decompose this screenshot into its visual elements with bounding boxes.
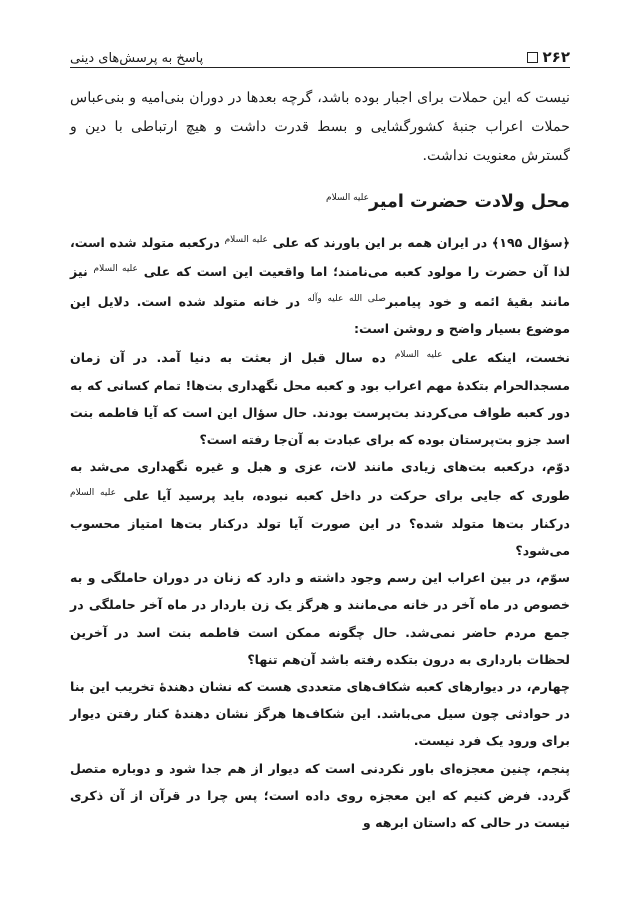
question-paragraph [70,227,570,342]
question-text-part2: درکعبه متولد شده است، لذا آن حضرت را مولود کعبه می‌نامند؛ اما واقعیت این است که علی [70,235,571,280]
argument-first-a: نخست، اینکه علی [451,350,570,366]
question-text-part3: نیز مانند بقیهٔ ائمه و خود پیامبر [70,264,570,309]
question-honorific-prophet: صلى الله عليه وآله [307,293,386,304]
question-text-part1: در ایران همه بر این باورند که علی [272,235,488,251]
question-label: سؤال ۱۹۵ [499,235,563,251]
square-bullet-icon [527,52,538,63]
argument-second-honorific: عليه السلام [70,488,116,499]
argument-second [70,453,570,564]
book-page [70,0,570,899]
section-title: محل ولادت حضرت امیر [368,191,570,212]
book-title: پاسخ به پرسش‌های دینی [70,51,204,66]
page-number-block [527,48,570,66]
argument-fourth: چهارم، در دیوارهای کعبه شکاف‌های متعددی هست که نشان دهندهٔ تخریب این بنا در حوادثی چون سیل می‌باشد. این شکاف‌ها هرگز نشان دهندهٔ کنار رفتن دیوار برای ورود یک فرد نیست. [70,679,570,749]
section-title-honorific: عليه السلام [326,193,369,203]
argument-first [70,342,570,453]
question-text-part4: در خانه متولد شده است. دلایل این موضوع بسیار واضح و روشن است: [70,293,570,336]
question-honorific-1: عليه السلام [224,234,268,245]
argument-third: سوّم، در بین اعراب این رسم وجود داشته و دارد که زنان در دوران حاملگی و به خصوص در ماه آخر در خانه می‌مانند و هرگز یک زن باردار در ماه آخر حاملگی در جمع مردم حاضر نمی‌شد. حال چگونه ممکن است فاطمه بنت اسد در آخرین لحظات بارداری به درون بتکده رفته باشد آن‌هم تنها؟ [70,570,570,667]
page-body [70,84,570,836]
argument-first-honorific: عليه السلام [394,350,443,361]
question-close-bracket: ﴾ [491,235,500,251]
question-honorific-2: عليه السلام [93,264,138,275]
question-open-bracket: ﴿ [562,235,571,251]
section-heading [70,183,570,217]
page-number: ۲۶۲ [542,48,570,66]
argument-second-b: درکنار بت‌ها متولد شده؟ در این صورت آیا تولد درکنار بت‌ها امتیاز محسوب می‌شود؟ [70,515,570,558]
argument-second-a: دوّم، درکعبه بت‌های زیادی مانند لات، عزی و هبل و غیره نگهداری می‌شد به طوری که جایی برای حرکت در داخل کعبه نبوده، باید پرسید آیا علی [70,459,570,504]
header-rule [70,67,570,68]
argument-fifth: پنجم، چنین معجزه‌ای باور نکردنی است که دیوار از هم جدا شود و دوباره متصل گردد. فرض کنیم که این معجزه روی داده است؛ پس چرا در قرآن از آن ذکری نیست در حالی که داستان ابرهه و [70,760,570,831]
running-header [70,40,570,66]
argument-first-b: ده سال قبل از بعثت به دنیا آمد. در آن زمان مسجدالحرام بتکدهٔ مهم اعراب بود و کعبه محل نگهداری بت‌ها! تمام کسانی که به دور کعبه طواف می‌کردند بت‌پرست بودند. حال سؤال این است که آیا فاطمه بنت اسد جزو بت‌پرستان بوده که برای عبادت به آن‌جا رفته است؟ [70,350,570,447]
intro-paragraph: نیست که این حملات برای اجبار بوده باشد، گرچه بعدها در دوران بنی‌امیه و بنی‌عباس حملات اعراب جنبهٔ کشورگشایی و بسط قدرت داشت و هیچ ارتباطی با دین و گسترش معنویت نداشت. [70,90,570,164]
